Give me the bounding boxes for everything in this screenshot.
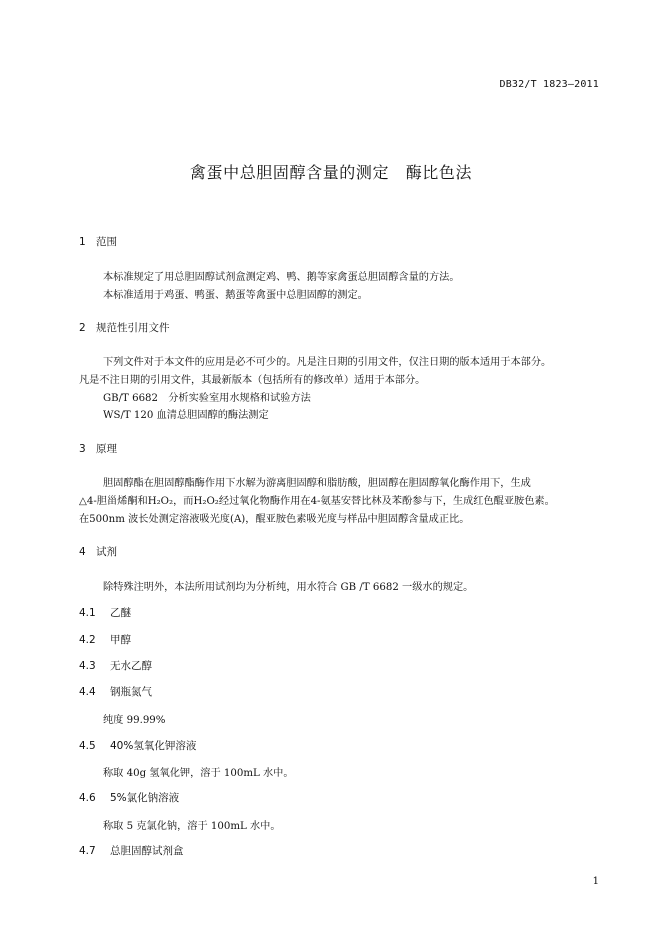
- section-3-line-2: △4-胆甾烯酮和H₂O₂，而H₂O₂经过氧化物酶作用在4-氨基安替比林及苯酚参与下，生成红色醌亚胺色素。: [79, 496, 555, 507]
- subsection-number: 4.6: [79, 792, 96, 804]
- section-number: 1: [79, 236, 86, 248]
- subsection-4-6-text: 称取 5 克氯化钠，溶于 100mL 水中。: [103, 821, 281, 832]
- section-number: 4: [79, 546, 86, 558]
- section-1-heading: [79, 234, 117, 249]
- section-2-reference-1: GB/T 6682 分析实验室用水规格和试验方法: [103, 393, 311, 404]
- section-title: 原理: [96, 443, 117, 455]
- subsection-number: 4.4: [79, 686, 96, 698]
- subsection-title: 钢瓶氮气: [110, 686, 152, 698]
- subsection-title: 40%氢氧化钾溶液: [110, 740, 197, 752]
- subsection-title: 5%氯化钠溶液: [110, 792, 180, 804]
- subsection-number: 4.3: [79, 660, 96, 672]
- section-title: 范围: [96, 236, 117, 248]
- subsection-title: 乙醚: [110, 607, 131, 619]
- section-3-line-1: 胆固醇酯在胆固醇酯酶作用下水解为游离胆固醇和脂肪酸，胆固醇在胆固醇氧化酶作用下，生成: [103, 478, 531, 489]
- standard-code: DB32/T 1823—2011: [499, 79, 599, 90]
- subsection-4-5-heading: [79, 738, 196, 753]
- section-title: 规范性引用文件: [96, 322, 170, 334]
- section-number: 3: [79, 443, 86, 455]
- section-4-line-1: 除特殊注明外，本法所用试剂均为分析纯，用水符合 GB /T 6682 一级水的规定。: [103, 582, 474, 593]
- section-2-line-1: 下列文件对于本文件的应用是必不可少的。凡是注日期的引用文件，仅注日期的版本适用于本部分。: [103, 357, 552, 368]
- subsection-title: 无水乙醇: [110, 660, 152, 672]
- section-4-heading: [79, 544, 117, 559]
- section-1-line-1: 本标准规定了用总胆固醇试剂盒测定鸡、鸭、鹅等家禽蛋总胆固醇含量的方法。: [103, 272, 460, 283]
- section-2-reference-2: WS/T 120 血清总胆固醇的酶法测定: [103, 410, 269, 421]
- subsection-4-5-text: 称取 40g 氢氧化钾，溶于 100mL 水中。: [103, 768, 294, 779]
- section-title: 试剂: [96, 546, 117, 558]
- section-2-heading: [79, 320, 170, 335]
- subsection-4-4-heading: [79, 684, 152, 699]
- subsection-4-2-heading: [79, 632, 131, 647]
- subsection-4-4-text: 纯度 99.99%: [103, 715, 166, 726]
- subsection-number: 4.7: [79, 845, 96, 857]
- section-3-heading: [79, 441, 117, 456]
- subsection-4-7-heading: [79, 843, 184, 858]
- subsection-4-6-heading: [79, 790, 179, 805]
- subsection-title: 总胆固醇试剂盒: [110, 845, 184, 857]
- section-2-line-2: 凡是不注日期的引用文件，其最新版本（包括所有的修改单）适用于本部分。: [79, 375, 426, 386]
- page-number: 1: [592, 876, 599, 887]
- subsection-number: 4.5: [79, 740, 96, 752]
- subsection-4-3-heading: [79, 658, 152, 673]
- section-1-line-2: 本标准适用于鸡蛋、鸭蛋、鹅蛋等禽蛋中总胆固醇的测定。: [103, 290, 368, 301]
- section-number: 2: [79, 322, 86, 334]
- subsection-number: 4.1: [79, 607, 96, 619]
- section-3-line-3: 在500nm 波长处测定溶液吸光度(A)，醌亚胺色素吸光度与样品中胆固醇含量成正比。: [79, 514, 470, 525]
- subsection-number: 4.2: [79, 634, 96, 646]
- subsection-4-1-heading: [79, 605, 131, 620]
- subsection-title: 甲醇: [110, 634, 131, 646]
- document-title: 禽蛋中总胆固醇含量的测定 酶比色法: [189, 163, 473, 182]
